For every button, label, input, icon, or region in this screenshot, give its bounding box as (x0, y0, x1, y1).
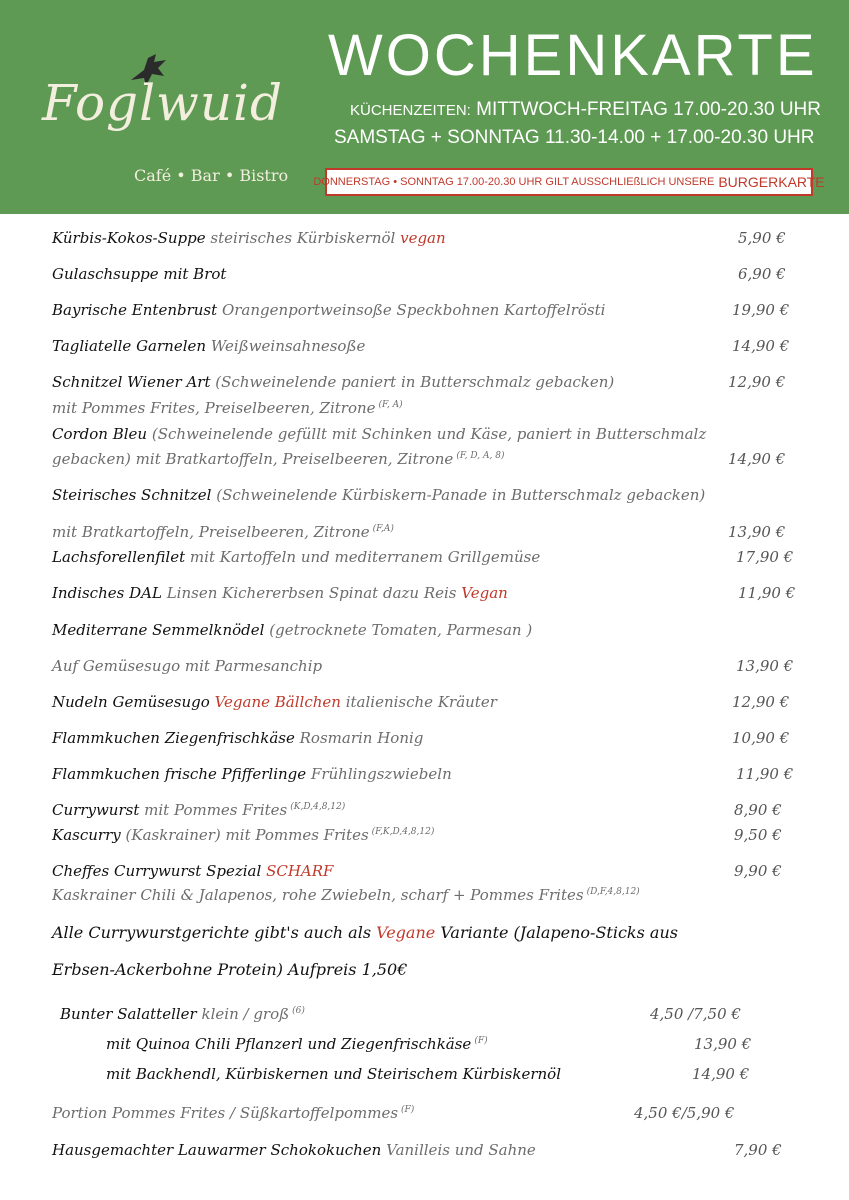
menu-item-lachs (52, 548, 540, 566)
allergen-codes: (F,K,D,4,8,12) (371, 827, 435, 837)
allergen-codes: (F, A) (378, 400, 403, 410)
item-name: Bunter Salatteller (60, 1005, 197, 1023)
menu-item-flammkuchen-ziegen (52, 729, 423, 747)
logo (38, 52, 288, 192)
item-name: Kascurry (52, 826, 121, 844)
item-price: 19,90 € (732, 301, 790, 319)
kitchen-hours-weekday: MITTWOCH-FREITAG 17.00-20.30 UHR (476, 99, 821, 120)
vegan-label: Vegane (376, 923, 436, 942)
menu-item-cheffes (52, 862, 333, 880)
item-name: Flammkuchen frische Pfifferlinge (52, 765, 307, 783)
menu-item-wiener (52, 373, 614, 391)
item-price: 10,90 € (732, 729, 790, 747)
note-text: Variante (Jalapeno-Sticks aus (440, 923, 678, 942)
item-price: 9,50 € (734, 826, 782, 844)
item-name: Bayrische Entenbrust (52, 301, 218, 319)
vegan-curry-note-line2 (52, 960, 407, 979)
menu-item-dal (52, 584, 508, 602)
item-price: 11,90 € (738, 584, 796, 602)
menu-item-steirisch (52, 486, 705, 504)
item-price: 9,90 € (734, 862, 782, 880)
item-desc: (getrocknete Tomaten, Parmesan ) (269, 621, 533, 639)
item-desc: italienische Kräuter (345, 693, 497, 711)
vegan-label: Vegan (461, 584, 508, 602)
item-price: 13,90 € (736, 657, 794, 675)
allergen-codes: (F,A) (372, 524, 394, 534)
item-desc: (Kaskrainer) mit Pommes Frites (125, 826, 369, 844)
item-name: Flammkuchen Ziegenfrischkäse (52, 729, 295, 747)
menu-item-schokokuchen (52, 1141, 536, 1159)
menu-item-cheffes-line2 (52, 886, 640, 904)
header-banner (0, 0, 849, 214)
menu-item-cordon (52, 425, 706, 443)
item-desc: (Schweinelende paniert in Butterschmalz gebacken) (215, 373, 615, 391)
allergen-codes: (F) (474, 1036, 488, 1046)
item-name: Mediterrane Semmelknödel (52, 621, 265, 639)
item-price: 13,90 € (728, 523, 786, 541)
item-desc: klein / groß (201, 1005, 290, 1023)
burger-notice (313, 168, 825, 196)
menu-item-currywurst (52, 801, 345, 819)
item-desc: Orangenportweinsoße Speckbohnen Kartoffelrösti (221, 301, 606, 319)
menu-item-kuerbis (52, 229, 446, 247)
item-name: Hausgemachter Lauwarmer Schokokuchen (52, 1141, 382, 1159)
item-desc: Rosmarin Honig (299, 729, 424, 747)
item-price: 5,90 € (738, 229, 786, 247)
item-desc: (Schweinelende Kürbiskern-Panade in Butterschmalz gebacken) (216, 486, 706, 504)
item-price: 14,90 € (732, 337, 790, 355)
allergen-codes: (6) (292, 1006, 305, 1016)
item-desc: Frühlingszwiebeln (310, 765, 452, 783)
note-text: Erbsen-Ackerbohne Protein) Aufpreis 1,50€ (52, 960, 408, 979)
kitchen-hours-line1 (350, 99, 821, 121)
item-desc: Kaskrainer Chili & Jalapenos, rohe Zwiebeln, scharf + Pommes Frites (52, 886, 584, 904)
item-price: 6,90 € (738, 265, 786, 283)
item-price: 17,90 € (736, 548, 794, 566)
menu-item-flammkuchen-pfifferlinge (52, 765, 452, 783)
allergen-codes: (D,F,4,8,12) (586, 887, 640, 897)
menu-item-nudeln (52, 693, 497, 711)
item-name: mit Backhendl, Kürbiskernen und Steirischem Kürbiskernöl (106, 1065, 562, 1083)
item-desc: steirisches Kürbiskernöl (210, 229, 396, 247)
page-title: WOCHENKARTE (328, 23, 818, 88)
logo-subtitle: Café • Bar • Bistro (134, 166, 289, 185)
item-price: 7,90 € (734, 1141, 782, 1159)
menu-item-knoedel (52, 621, 532, 639)
item-desc: Vanilleis und Sahne (386, 1141, 536, 1159)
menu-item-cordon-line2 (52, 450, 504, 468)
vegan-label: vegan (400, 229, 446, 247)
item-price: 13,90 € (694, 1035, 752, 1053)
logo-wordmark: Foglwuid (42, 74, 284, 132)
item-name: Schnitzel Wiener Art (52, 373, 211, 391)
item-name: Currywurst (52, 801, 140, 819)
allergen-codes: (K,D,4,8,12) (290, 802, 346, 812)
item-name: mit Quinoa Chili Pflanzerl und Ziegenfrischkäse (106, 1035, 472, 1053)
item-desc: mit Pommes Frites (144, 801, 288, 819)
item-name: Indisches DAL (52, 584, 162, 602)
item-price: 14,90 € (728, 450, 786, 468)
item-price: 8,90 € (734, 801, 782, 819)
menu-item-steirisch-line2 (52, 523, 394, 541)
item-name: Tagliatelle Garnelen (52, 337, 207, 355)
menu-item-salat (60, 1005, 305, 1023)
menu-item-kascurry (52, 826, 434, 844)
item-desc: Auf Gemüsesugo mit Parmesanchip (52, 657, 323, 675)
item-name: Gulaschsuppe mit Brot (52, 265, 227, 283)
spicy-label: SCHARF (266, 862, 334, 880)
item-name: Kürbis-Kokos-Suppe (52, 229, 206, 247)
menu-item-tagliatelle (52, 337, 365, 355)
item-name: Steirisches Schnitzel (52, 486, 212, 504)
burger-notice-strong: BURGERKARTE (718, 174, 825, 190)
menu-item-salat-quinoa (106, 1035, 488, 1053)
item-price: 11,90 € (736, 765, 794, 783)
item-name: Lachsforellenfilet (52, 548, 186, 566)
kitchen-hours-line2: SAMSTAG + SONNTAG 11.30-14.00 + 17.00-20.30 UHR (334, 127, 815, 148)
item-desc: mit Kartoffeln und mediterranem Grillgemüse (189, 548, 541, 566)
burger-notice-text: DONNERSTAG • SONNTAG 17.00-20.30 UHR GILT AUSSCHLIEßLICH UNSERE (313, 176, 715, 188)
allergen-codes: (F) (401, 1105, 415, 1115)
item-price: 4,50 /7,50 € (650, 1005, 741, 1023)
allergen-codes: (F, D, A, 8) (456, 451, 505, 461)
item-desc: mit Bratkartoffeln, Preiselbeeren, Zitrone (52, 523, 370, 541)
note-text: Alle Currywurstgerichte gibt's auch als (52, 923, 372, 942)
item-desc: Portion Pommes Frites / Süßkartoffelpommes (52, 1104, 399, 1122)
menu-item-gulasch (52, 265, 226, 283)
item-price: 14,90 € (692, 1065, 750, 1083)
item-desc: mit Pommes Frites, Preiselbeeren, Zitrone (52, 399, 376, 417)
item-desc: Weißweinsahnesoße (210, 337, 366, 355)
item-desc: Linsen Kichererbsen Spinat dazu Reis (166, 584, 457, 602)
vegan-curry-note (52, 923, 678, 942)
menu-item-pommes (52, 1104, 414, 1122)
item-price: 4,50 €/5,90 € (634, 1104, 735, 1122)
menu-item-ente (52, 301, 605, 319)
item-desc: (Schweinelende gefüllt mit Schinken und Käse, paniert in Butterschmalz (151, 425, 707, 443)
item-name: Cheffes Currywurst Spezial (52, 862, 262, 880)
item-desc: gebacken) mit Bratkartoffeln, Preiselbeeren, Zitrone (52, 450, 454, 468)
menu-item-salat-backhendl (106, 1065, 561, 1083)
item-name: Nudeln Gemüsesugo (52, 693, 210, 711)
vegan-label: Vegane Bällchen (214, 693, 341, 711)
item-price: 12,90 € (732, 693, 790, 711)
kitchen-hours-prefix: KÜCHENZEITEN: (350, 102, 471, 119)
menu-item-wiener-line2 (52, 399, 403, 417)
item-price: 12,90 € (728, 373, 786, 391)
item-name: Cordon Bleu (52, 425, 148, 443)
menu-item-knoedel-line2 (52, 657, 322, 675)
